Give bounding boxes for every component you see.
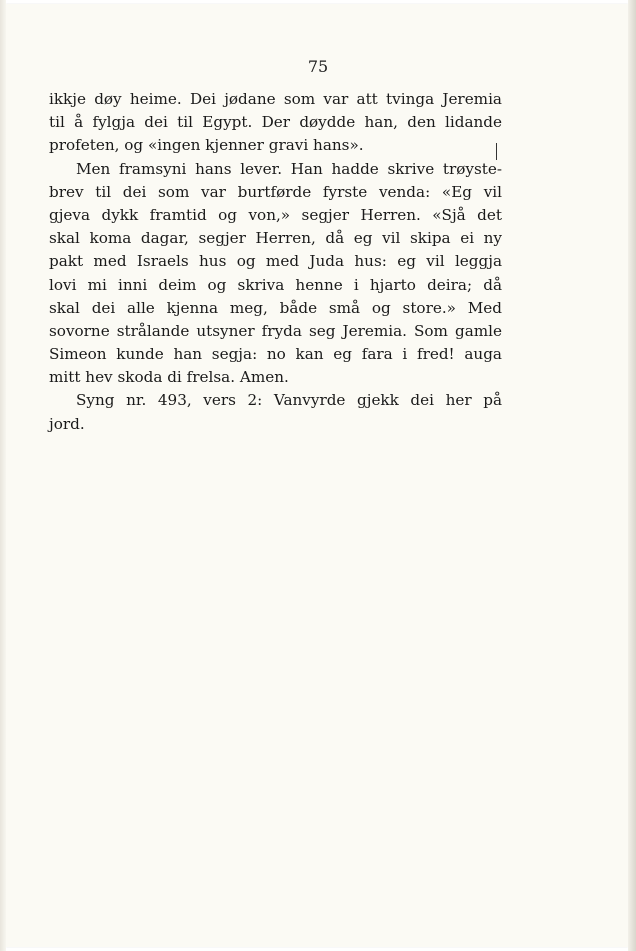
text-line: sovorne strålande utsyner fryda seg Jeremia. Som gamle (49, 321, 502, 340)
text-line: til å fylgja dei til Egypt. Der døydde han, den lidande (49, 113, 502, 132)
text-line: lovi mi inni deim og skriva henne i hjarto deira; då (49, 275, 502, 294)
text-line: Men framsyni hans lever. Han hadde skrive trøyste- (76, 159, 502, 178)
text-line: ikkje døy heime. Dei jødane som var att tvinga Jeremia (49, 90, 502, 108)
page-right-edge (628, 0, 636, 951)
text-line: profeten, og «ingen kjenner gravi hans». (49, 136, 364, 155)
page-left-edge (0, 0, 6, 951)
text-line: jord. (49, 414, 85, 433)
page-number: 75 (307, 57, 329, 76)
text-line: gjeva dykk framtid og von,» segjer Herren. «Sjå det (49, 205, 502, 224)
text-line: Syng nr. 493, vers 2: Vanvyrde gjekk dei her på (76, 391, 502, 410)
text-line: Simeon kunde han segja: no kan eg fara i fred! auga (49, 345, 502, 364)
body-text (49, 88, 502, 436)
text-line: skal dei alle kjenna meg, både små og store.» Med (49, 298, 502, 317)
text-line: brev til dei som var burtførde fyrste venda: «Eg vil (49, 182, 502, 201)
text-line: skal koma dagar, segjer Herren, då eg vil skipa ei ny (49, 229, 502, 248)
text-line: pakt med Israels hus og med Juda hus: eg vil leggja (49, 252, 502, 271)
text-line: mitt hev skoda di frelsa. Amen. (49, 368, 289, 387)
